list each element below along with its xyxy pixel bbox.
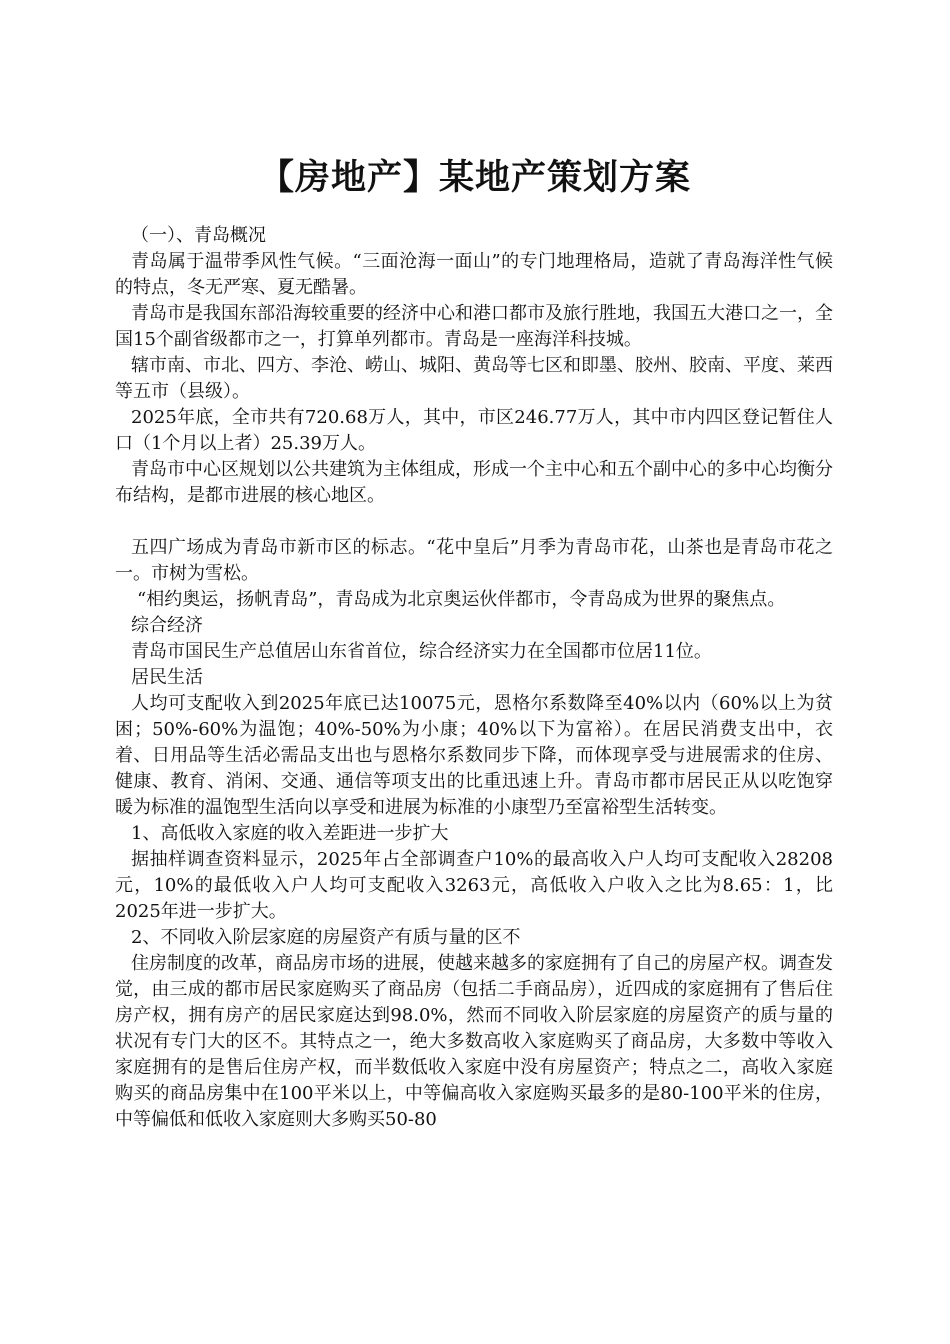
document-title: 【房地产】某地产策划方案 [258,158,691,198]
section-heading-overview: （一）、青岛概况 [131,225,266,246]
paragraph-population: 2025年底，全市共有720.68万人，其中，市区246.77万人，其中市内四区登记暂住人口（1个月以上者）25.39万人。 [115,407,833,454]
paragraph-city-status: 青岛市是我国东部沿海较重要的经济中心和港口都市及旅行胜地，我国五大港口之一，全国15个副省级都市之一，打算单列都市。青岛是一座海洋科技城。 [115,303,833,350]
paragraph-districts: 辖市南、市北、四方、李沧、崂山、城阳、黄岛等七区和即墨、胶州、胶南、平度、莱西等五市（县级）。 [115,355,833,402]
paragraph-housing-assets: 住房制度的改革，商品房市场的进展，使越来越多的家庭拥有了自己的房屋产权。调查发觉，由三成的都市居民家庭购买了商品房（包括二手商品房），近四成的家庭拥有了售后住房产权，拥有房产的居民家庭达到98.0%，然而不同收入阶层家庭的房屋资产的质与量的状况有专门大的区不。其特点之一，绝大多数高收入家庭购买了商品房，大多数中等收入家庭拥有的是售后住房产权，而半数低收入家庭中没有房屋资产；特点之二，高收入家庭购买的商品房集中在100平米以上，中等偏高收入家庭购买最多的是80-100平米的住房，中等偏低和低收入家庭则大多购买50-80 [115,953,833,1130]
paragraph-income: 人均可支配收入到2025年底已达10075元，恩格尔系数降至40%以内（60%以上为贫困；50%-60%为温饱；40%-50%为小康；40%以下为富裕）。在居民消费支出中，衣着、日用品等生活必需品支出也与恩格尔系数同步下降，而体现享受与进展需求的住房、健康、教育、消闲、交通、通信等项支出的比重迅速上升。青岛市都市居民正从以吃饱穿暖为标准的温饱型生活向以享受和进展为标准的小康型乃至富裕型生活转变。 [115,693,833,818]
paragraph-olympics: “相约奥运，扬帆青岛”，青岛成为北京奥运伙伴都市，令青岛成为世界的聚焦点。 [137,589,786,610]
blank-line [115,509,833,535]
paragraph-economy: 青岛市国民生产总值居山东省首位，综合经济实力在全国都市位居11位。 [131,641,712,662]
paragraph-city-symbols: 五四广场成为青岛市新市区的标志。“花中皇后”月季为青岛市花，山茶也是青岛市花之一。市树为雪松。 [115,537,833,584]
paragraph-climate: 青岛属于温带季风性气候。“三面沧海一面山”的专门地理格局，造就了青岛海洋性气候的特点，冬无严寒、夏无酷暑。 [115,251,833,298]
subheading-living: 居民生活 [131,667,203,688]
document-body [115,223,833,1133]
paragraph-center-planning: 青岛市中心区规划以公共建筑为主体组成，形成一个主中心和五个副中心的多中心均衡分布结构，是都市进展的核心地区。 [115,459,833,506]
subheading-income-gap: 1、高低收入家庭的收入差距进一步扩大 [131,823,449,844]
subheading-economy: 综合经济 [131,615,203,636]
subheading-housing-assets: 2、不同收入阶层家庭的房屋资产有质与量的区不 [131,927,521,948]
paragraph-income-gap: 据抽样调查资料显示，2025年占全部调查户10%的最高收入户人均可支配收入28208元，10%的最低收入户人均可支配收入3263元，高低收入户收入之比为8.65：1，比2025年进一步扩大。 [115,849,833,922]
